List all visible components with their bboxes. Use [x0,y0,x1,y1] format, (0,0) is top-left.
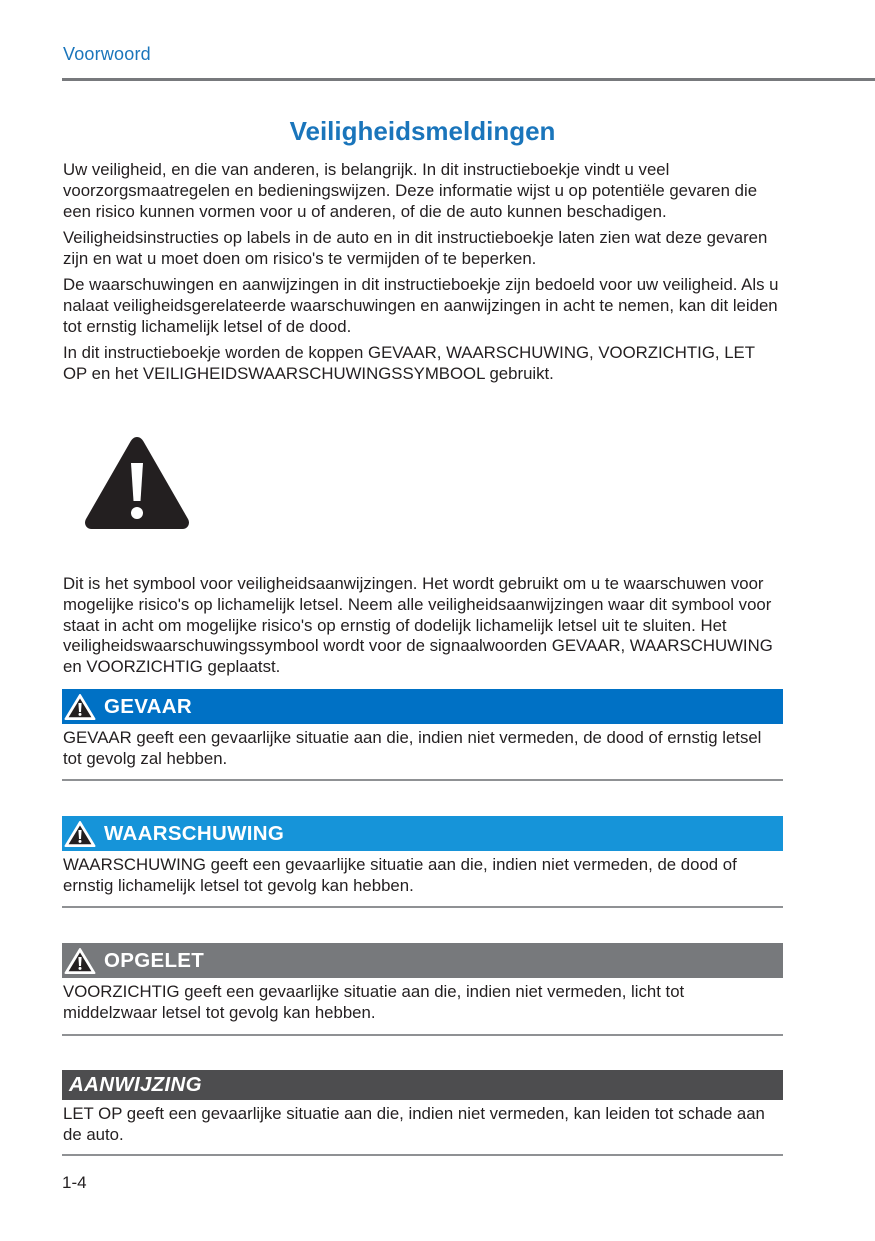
intro-paragraph: Uw veiligheid, en die van anderen, is belangrijk. In dit instructieboekje vindt u veel voorzorgsmaatregelen en bedieningswijzen. Deze informatie wijst u op potentiële gevaren die een risico kunnen vormen voor u of anderen, of die de auto kunnen beschadigen. [63,160,758,221]
notice-heading: GEVAAR [104,694,192,718]
notice-divider [62,779,783,781]
notice-opgelet [62,943,783,1024]
warning-triangle-icon [64,693,96,721]
notice-divider [62,1034,783,1036]
page-number: 1-4 [62,1173,87,1192]
safety-alert-triangle-icon [82,433,192,533]
notice-aanwijzing-bar [62,1070,783,1100]
notice-aanwijzing [62,1070,783,1146]
page-title: Veiligheidsmeldingen [289,116,556,146]
notice-heading: OPGELET [104,948,205,972]
intro-paragraph: De waarschuwingen en aanwijzingen in dit instructieboekje zijn bedoeld voor uw veiligheid. Als u nalaat veiligheidsgerelateerde waarschuwingen en aanwijzingen in acht te nemen, kan dit leiden tot ernstig lichamelijk letsel of de dood. [63,274,779,336]
notice-opgelet-bar [62,943,783,978]
intro-paragraph: In dit instructieboekje worden de koppen GEVAAR, WAARSCHUWING, VOORZICHTIG, LET OP en het VEILIGHEIDSWAARSCHUWINGSSYMBOOL gebruikt. [63,342,755,383]
notice-text: GEVAAR geeft een gevaarlijke situatie aan die, indien niet vermeden, de dood of ernstig letsel tot gevolg zal hebben. [63,728,762,768]
notice-waarschuwing-bar [62,816,783,851]
notice-waarschuwing [62,816,783,897]
notice-text: WAARSCHUWING geeft een gevaarlijke situatie aan die, indien niet vermeden, de dood of ernstig lichamelijk letsel tot gevolg kan hebben. [63,855,737,895]
header-divider [62,78,875,81]
notice-divider [62,1154,783,1156]
notice-gevaar-bar [62,689,783,724]
intro-section [63,160,783,390]
warning-triangle-icon [64,947,96,975]
symbol-description: Dit is het symbool voor veiligheidsaanwijzingen. Het wordt gebruikt om u te waarschuwen voor mogelijke risico's op lichamelijk letsel. Neem alle veiligheidsaanwijzingen waar dit symbool voor staat in acht om mogelijke risico's op ernstig of dodelijk lichamelijk letsel uit te sluiten. Het veiligheidswaarschuwingssymbool wordt voor de signaalwoorden GEVAAR, WAARSCHUWING en VOORZICHTIG geplaatst. [63,574,773,677]
header-section-label: Voorwoord [63,44,151,64]
intro-paragraph: Veiligheidsinstructies op labels in de auto en in dit instructieboekje laten zien wat deze gevaren zijn en wat u moet doen om risico's te vermijden of te beperken. [63,227,768,268]
notice-heading: AANWIJZING [69,1073,202,1096]
notice-gevaar [62,689,783,770]
notice-heading: WAARSCHUWING [104,821,285,845]
notice-text: VOORZICHTIG geeft een gevaarlijke situatie aan die, indien niet vermeden, licht tot middelzwaar letsel tot gevolg kan hebben. [63,982,685,1022]
warning-triangle-icon [64,820,96,848]
notice-divider [62,906,783,908]
notice-text: LET OP geeft een gevaarlijke situatie aan die, indien niet vermeden, kan leiden tot schade aan de auto. [63,1104,765,1144]
